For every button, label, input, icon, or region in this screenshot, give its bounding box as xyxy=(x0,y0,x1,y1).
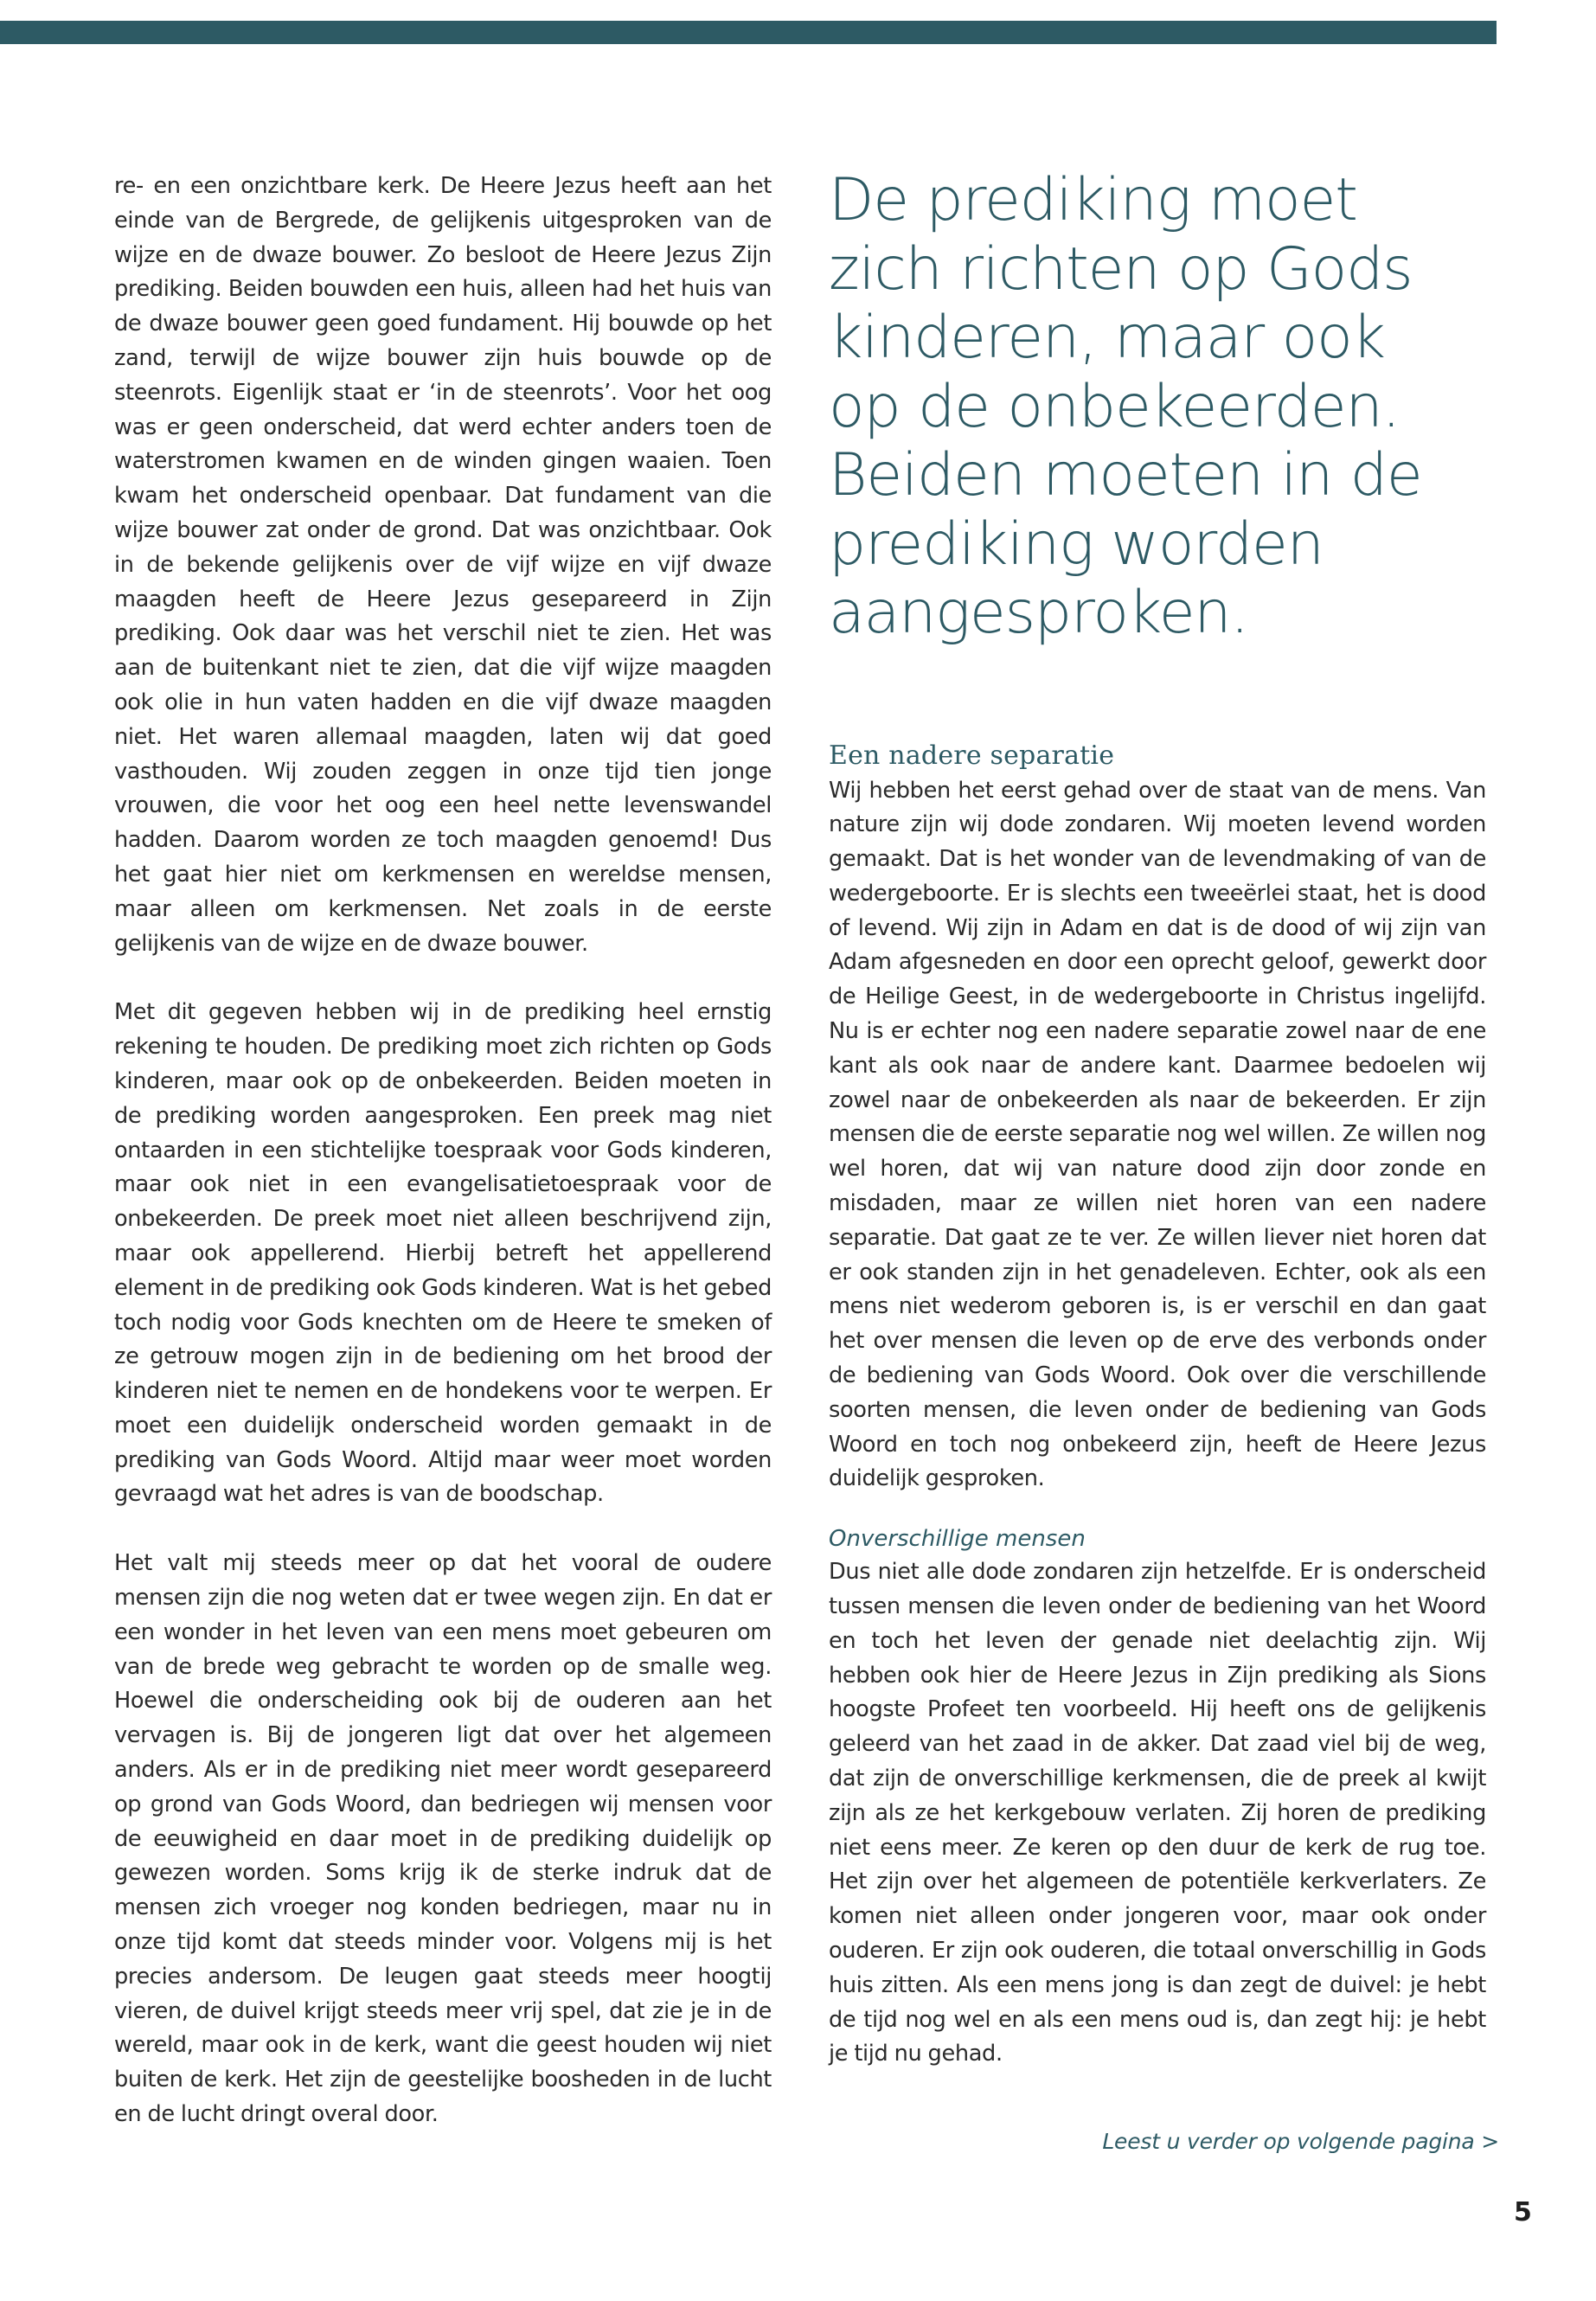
body-paragraph: Wij hebben het eerst gehad over de staat van de mens. Van nature zijn wij dode zondaren. Wij moeten levend worden gemaakt. Dat is het wonder van de levendmaking of van de wedergeboorte. Er is slechts een tweeërlei staat, het is dood of levend. Wij zijn in Adam en dat is de dood of wij zijn van Adam afgesneden en door een oprecht geloof, gewerkt door de Heilige Geest, in de wedergeboorte in Christus ingelijfd. Nu is er echter nog een nadere separatie zowel naar de ene kant als ook naar de andere kant. Daarmee bedoelen wij zowel naar de onbekeerden als naar de bekeerden. Er zijn mensen die de eerste separatie nog wel willen. Ze willen nog wel horen, dat wij van nature dood zijn door zonde en misdaden, maar ze willen niet horen van een nadere separatie. Dat gaat ze te ver. Ze willen liever niet horen dat er ook standen zijn in het genadeleven. Echter, ook als een mens niet wederom geboren is, is er verschil en dan gaat het over mensen die leven op de erve des verbonds onder de bediening van Gods Woord. Ook over die verschillende soorten mensen, die leven onder de bediening van Gods Woord en toch nog onbekeerd zijn, heeft de Heere Jezus duidelijk gesproken. xyxy=(829,777,1486,1492)
section-heading: Een nadere separatie xyxy=(829,740,1115,771)
body-paragraph: re- en een onzichtbare kerk. De Heere Jezus heeft aan het einde van de Bergrede, de gelijkenis uitgesproken van de wijze en de dwaze bouwer. Zo besloot de Heere Jezus Zijn prediking. Beiden bouwden een huis, alleen had het huis van de dwaze bouwer geen goed fundament. Hij bouwde op het zand, terwijl de wijze bouwer zijn huis bouwde op de steenrots. Eigenlijk staat er ‘in de steenrots’. Voor het oog was er geen onderscheid, dat werd echter anders toen de waterstromen kwamen en de winden gingen waaien. Toen kwam het onderscheid openbaar. Dat fundament van die wijze bouwer zat onder de grond. Dat was onzichtbaar. Ook in de bekende gelijkenis over de vijf wijze en vijf dwaze maagden heeft de Heere Jezus gesepareerd in Zijn prediking. Ook daar was het verschil niet te zien. Het was aan de buitenkant niet te zien, dat die vijf wijze maagden ook olie in hun vaten hadden en die vijf dwaze maagden niet. Het waren allemaal maagden, laten wij dat goed vasthouden. Wij zouden zeggen in onze tijd tien jonge vrouwen, die voor het oog een heel nette levenswandel hadden. Daarom worden ze toch maagden genoemd! Dus het gaat hier niet om kerkmensen en wereldse mensen, maar alleen om kerkmensen. Net zoals in de eerste gelijkenis van de wijze en de dwaze bouwer. xyxy=(114,173,772,957)
body-paragraph: Het valt mij steeds meer op dat het vooral de oudere mensen zijn die nog weten dat er twee wegen zijn. En dat er een wonder in het leven van een mens moet gebeuren om van de brede weg gebracht te worden op de smalle weg. Hoewel die onderscheiding ook bij de ouderen aan het vervagen is. Bij de jongeren ligt dat over het algemeen anders. Als er in de prediking niet meer wordt gesepareerd op grond van Gods Woord, dan bedriegen wij mensen voor de eeuwigheid en daar moet in de prediking duidelijk op gewezen worden. Soms krijg ik de sterke indruk dat de mensen zich vroeger nog konden bedriegen, maar nu in onze tijd komt dat steeds minder voor. Volgens mij is het precies andersom. De leugen gaat steeds meer hoogtij vieren, de duivel krijgt steeds meer vrij spel, dat zie je in de wereld, maar ook in de kerk, want die geest houden wij niet buiten de kerk. Het zijn de geestelijke boosheden in de lucht en de lucht dringt overal door. xyxy=(114,1550,772,2128)
body-paragraph: Dus niet alle dode zondaren zijn hetzelfde. Er is onderscheid tussen mensen die leven onder de bediening van het Woord en toch het leven der genade niet deelachtig zijn. Wij hebben ook hier de Heere Jezus in Zijn prediking als Sions hoogste Profeet ten voorbeeld. Hij heeft ons de gelijkenis geleerd van het zaad in de akker. Dat zaad viel bij de weg, dat zijn de onverschillige kerkmensen, die de preek al kwijt zijn als ze het kerkgebouw verlaten. Zij horen de prediking niet eens meer. Ze keren op den duur de kerk de rug toe. Het zijn over het algemeen de potentiële kerkverlaters. Ze komen niet alleen onder jongeren voor, maar ook onder ouderen. Er zijn ook ouderen, die totaal onverschillig in Gods huis zitten. Als een mens jong is dan zegt de duivel: je hebt de tijd nog wel en als een mens oud is, dan zegt hij: je hebt je tijd nu gehad. xyxy=(829,1559,1486,2067)
left-column xyxy=(114,170,772,2132)
continue-next-page-link[interactable]: Leest u verder op volgende pagina > xyxy=(1102,2129,1499,2154)
header-accent-bar xyxy=(0,21,1497,44)
sub-heading: Onverschillige mensen xyxy=(829,1526,1086,1553)
right-column xyxy=(829,166,1486,2072)
page-number: 5 xyxy=(1514,2197,1532,2227)
body-paragraph: Met dit gegeven hebben wij in de prediking heel ernstig rekening te houden. De prediking moet zich richten op Gods kinderen, maar ook op de onbekeerden. Beiden moeten in de prediking worden aangesproken. Een preek mag niet ontaarden in een stichtelijke toespraak voor Gods kinderen, maar ook niet in een evangelisatietoespraak voor de onbekeerden. De preek moet niet alleen beschrijvend zijn, maar ook appellerend. Hierbij betreft het appellerend element in de prediking ook Gods kinderen. Wat is het gebed toch nodig voor Gods knechten om de Heere te smeken of ze getrouw mogen zijn in de bediening om het brood der kinderen niet te nemen en de hondekens voor te werpen. Er moet een duidelijk onderscheid worden gemaakt in de prediking van Gods Woord. Altijd maar weer moet worden gevraagd wat het adres is van de boodschap. xyxy=(114,999,772,1508)
pull-quote: De prediking moet zich richten op Gods kinderen, maar ook op de onbekeerden. Beiden moeten in de prediking worden aangesproken. xyxy=(829,166,1422,647)
